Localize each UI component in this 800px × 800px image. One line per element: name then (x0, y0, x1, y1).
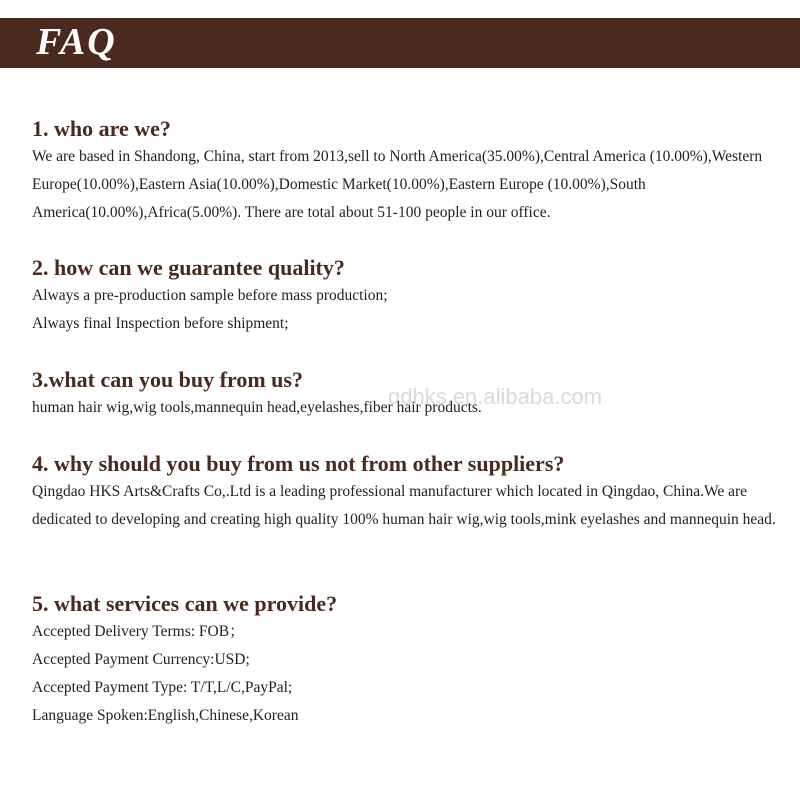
faq-section-5 (32, 590, 777, 730)
faq-section-4 (32, 450, 777, 534)
banner-title: FAQ (36, 21, 117, 63)
answer-4-line-1: Qingdao HKS Arts&Crafts Co,.Ltd is a leading professional manufacturer which located in Qingdao, China.We are dedicated to developing and creating high quality 100% human hair wig,wig tools,mink eyelashes and mannequin head. (32, 483, 776, 528)
question-3: 3.what can you buy from us? (32, 367, 303, 392)
answer-5-line-1: Accepted Delivery Terms: FOB； (32, 623, 245, 640)
answer-1-line-1: We are based in Shandong, China, start from 2013,sell to North America(35.00%),Central America (10.00%),Western Europe(10.00%),Eastern Asia(10.00%),Domestic Market(10.00%),Eastern Europe (10.00%),South America(10.00%),Africa(5.00%). There are total about 51-100 people in our office. (32, 148, 763, 221)
faq-section-1 (32, 115, 777, 227)
question-4: 4. why should you buy from us not from other suppliers? (32, 451, 565, 476)
answer-2-line-2: Always final Inspection before shipment; (32, 315, 289, 332)
answer-5-line-3: Accepted Payment Type: T/T,L/C,PayPal; (32, 679, 293, 696)
question-5: 5. what services can we provide? (32, 591, 338, 616)
answer-2-line-1: Always a pre-production sample before mass production; (32, 287, 388, 304)
question-2: 2. how can we guarantee quality? (32, 255, 345, 280)
answer-5-line-2: Accepted Payment Currency:USD; (32, 651, 250, 668)
answer-5-line-4: Language Spoken:English,Chinese,Korean (32, 707, 299, 724)
answer-3-line-1: human hair wig,wig tools,mannequin head,eyelashes,fiber hair products. (32, 399, 482, 416)
watermark: qdhks.en.alibaba.com (388, 384, 603, 409)
question-1: 1. who are we? (32, 116, 171, 141)
faq-section-2 (32, 254, 777, 338)
faq-banner (0, 18, 800, 68)
